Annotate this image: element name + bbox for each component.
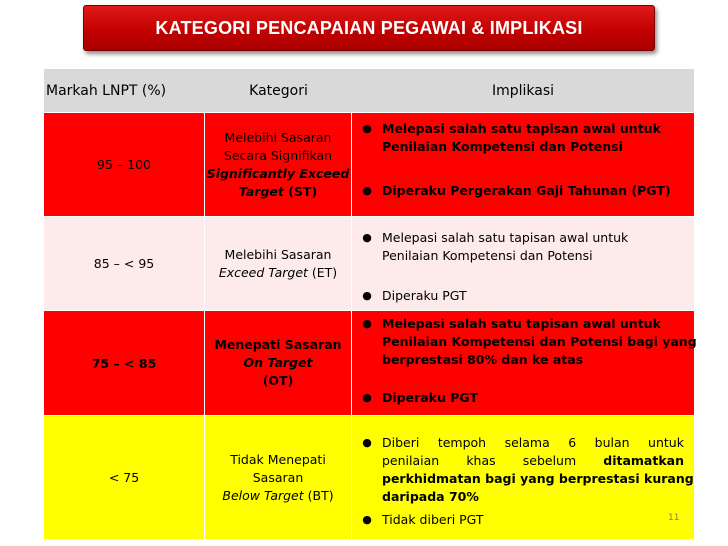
bullet-word: penilaian	[382, 453, 440, 468]
bullet-line	[382, 434, 684, 452]
kategori-line: (OT)	[262, 373, 294, 388]
bullet-item	[352, 389, 694, 407]
implikasi-cell	[352, 416, 694, 539]
bullet-line: daripada 70%	[382, 489, 479, 504]
bullet-item	[352, 229, 694, 265]
bullet-line: Penilaian Kompetensi dan Potensi bagi yang	[382, 334, 697, 349]
bullet-word: sebelum	[522, 453, 577, 468]
bullet-item	[352, 434, 694, 506]
bullet-line: perkhidmatan bagi yang berprestasi kurang	[382, 471, 694, 486]
category-table	[44, 69, 697, 539]
kategori-line: Melebihi Sasaran	[224, 246, 332, 262]
kategori-line	[219, 264, 337, 282]
kategori-english: Target	[238, 183, 284, 199]
bullet-word: Diberi	[382, 435, 420, 450]
kategori-english: Exceed Target	[218, 264, 308, 280]
bullet-item	[352, 287, 694, 305]
kategori-line: Melebihi Sasaran	[224, 129, 332, 145]
bullet-icon: ●	[362, 317, 372, 330]
markah-cell: 85 – < 95	[44, 217, 205, 310]
bullet-word: selama	[504, 435, 550, 450]
bullet-word: 6	[568, 435, 577, 450]
kategori-line: Menepati Sasaran	[214, 337, 342, 352]
table-row	[44, 216, 694, 310]
bullet-word: khas	[466, 453, 496, 468]
kategori-cell	[205, 217, 352, 310]
bullet-line: Penilaian Kompetensi dan Potensi	[382, 248, 593, 263]
kategori-line: Tidak Menepati	[230, 451, 326, 467]
header-kategori: Kategori	[249, 82, 308, 99]
kategori-cell	[205, 113, 352, 216]
bullet-word: bulan	[594, 435, 630, 450]
implikasi-cell	[352, 113, 694, 216]
bullet-item	[352, 511, 694, 529]
markah-cell: < 75	[44, 416, 205, 539]
kategori-line: Significantly Exceed	[206, 165, 350, 181]
bullet-line: Tidak diberi PGT	[382, 512, 484, 527]
page-title: KATEGORI PENCAPAIAN PEGAWAI & IMPLIKASI	[155, 17, 583, 38]
bullet-item	[352, 315, 697, 369]
implikasi-cell	[352, 217, 694, 310]
table-row	[44, 415, 694, 539]
implikasi-cell	[352, 311, 697, 415]
table-header	[44, 69, 694, 112]
table-row	[44, 112, 694, 216]
bullet-icon: ●	[362, 391, 372, 404]
kategori-cell	[205, 311, 352, 415]
table-row	[44, 310, 697, 415]
bullet-item	[352, 120, 694, 156]
kategori-cell	[205, 416, 352, 539]
bullet-icon: ●	[362, 231, 372, 244]
kategori-line: Secara Signifikan	[223, 147, 333, 163]
bullet-line: Diperaku PGT	[382, 288, 467, 303]
bullet-word: tempoh	[437, 435, 487, 450]
markah-cell: 95 – 100	[44, 113, 205, 216]
kategori-line	[222, 487, 333, 505]
bullet-item	[352, 182, 694, 200]
bullet-icon: ●	[362, 184, 372, 197]
bullet-icon: ●	[362, 436, 372, 449]
bullet-line: Diperaku Pergerakan Gaji Tahunan (PGT)	[382, 183, 671, 198]
kategori-english: Below Target	[222, 487, 304, 503]
bullet-line: Melepasi salah satu tapisan awal untuk	[382, 230, 629, 245]
bullet-icon: ●	[362, 122, 372, 135]
kategori-line: Sasaran	[252, 469, 304, 485]
title-banner	[83, 5, 655, 51]
bullet-line: Penilaian Kompetensi dan Potensi	[382, 139, 623, 154]
header-implikasi: Implikasi	[491, 82, 555, 99]
kategori-code: (ET)	[307, 264, 338, 280]
markah-cell: 75 – < 85	[44, 311, 205, 415]
kategori-code: (BT)	[303, 487, 334, 503]
kategori-line: On Target	[243, 355, 313, 370]
kategori-line	[239, 183, 317, 201]
bullet-line: Melepasi salah satu tapisan awal untuk	[382, 316, 661, 331]
bullet-line: Diperaku PGT	[382, 390, 478, 405]
bullet-icon: ●	[362, 289, 372, 302]
bullet-line	[382, 452, 684, 470]
bullet-icon: ●	[362, 513, 372, 526]
page-number: 11	[668, 513, 680, 523]
bullet-line: Melepasi salah satu tapisan awal untuk	[382, 121, 661, 136]
bullet-word: ditamatkan	[603, 453, 684, 468]
header-markah: Markah LNPT (%)	[46, 82, 167, 99]
kategori-code: (ST)	[283, 183, 318, 199]
bullet-line: berprestasi 80% dan ke atas	[382, 352, 584, 367]
bullet-word: untuk	[648, 435, 684, 450]
